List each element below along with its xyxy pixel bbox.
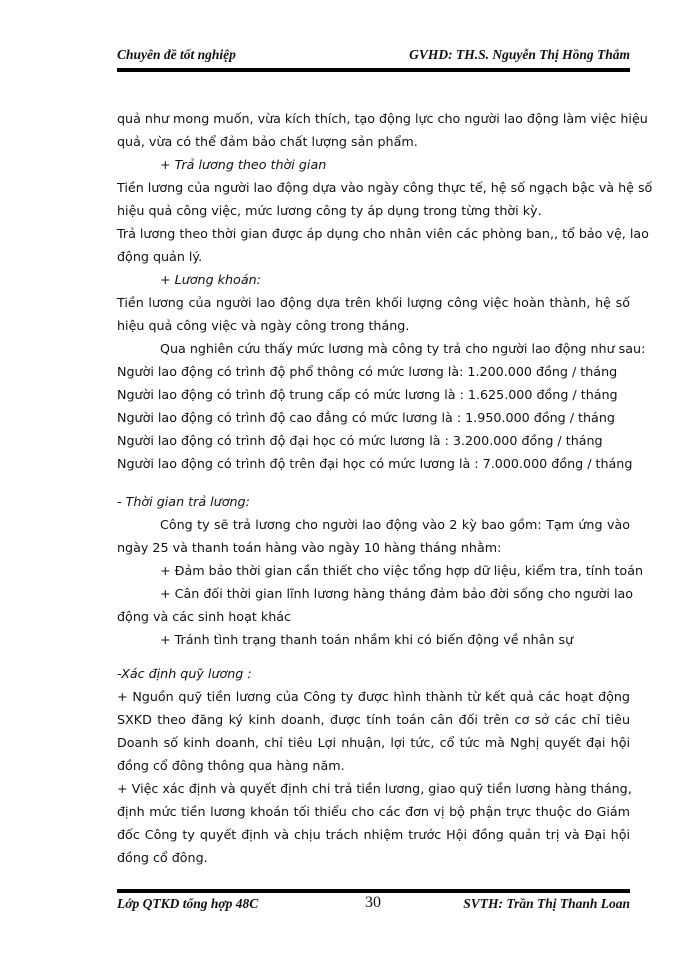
- body-line: hiệu quả công việc và ngày công trong tháng.: [117, 318, 410, 333]
- page-number: 30: [365, 894, 381, 911]
- body-line: quả, vừa có thể đảm bảo chất lượng sản phẩm.: [117, 134, 418, 149]
- body-line: hiệu quả công việc, mức lương công ty áp dụng trong từng thời kỳ.: [117, 203, 542, 218]
- header-divider: [117, 68, 630, 72]
- footer-class: Lớp QTKD tổng hợp 48C: [117, 896, 259, 911]
- salary-row: Người lao động có trình độ trên đại học có mức lương là : 7.000.000 đồng / tháng: [117, 456, 633, 471]
- body-line: quả như mong muốn, vừa kích thích, tạo động lực cho người lao động làm việc hiệu: [117, 111, 648, 126]
- salary-row: Người lao động có trình độ đại học có mức lương là : 3.200.000 đồng / tháng: [117, 433, 603, 448]
- body-line: động và các sinh hoạt khác: [117, 609, 291, 624]
- body-line: Công ty sẽ trả lương cho người lao động vào 2 kỳ bao gồm: Tạm ứng vào: [160, 517, 630, 532]
- body-line: Trả lương theo thời gian được áp dụng cho nhân viên các phòng ban,, tổ bảo vệ, lao: [117, 226, 649, 241]
- body-line: + Nguồn quỹ tiền lương của Công ty được hình thành từ kết quả các hoạt động: [117, 689, 630, 704]
- section-heading-wage-fund: -Xác định quỹ lương :: [117, 666, 252, 681]
- bullet-line: + Đảm bảo thời gian cần thiết cho việc tổng hợp dữ liệu, kiểm tra, tính toán: [160, 563, 644, 578]
- subheading-time-pay: + Trả lương theo thời gian: [160, 157, 327, 172]
- body-line: động quản lý.: [117, 249, 203, 264]
- section-heading-payment-time: - Thời gian trả lương:: [117, 494, 250, 509]
- header-advisor: GVHD: TH.S. Nguyễn Thị Hồng Thắm: [409, 47, 630, 62]
- header-title: Chuyên đề tốt nghiệp: [117, 47, 236, 62]
- body-line: đốc Công ty quyết định và chịu trách nhiệm trước Hội đồng quản trị và Đại hội: [117, 827, 630, 842]
- bullet-line: + Tránh tình trạng thanh toán nhầm khi có biến động về nhân sự: [160, 632, 574, 647]
- body-line: SXKD theo đăng ký kinh doanh, được tính toán cân đối trên cơ sở các chỉ tiêu: [117, 712, 630, 727]
- body-line: + Việc xác định và quyết định chi trả tiền lương, giao quỹ tiền lương hàng tháng,: [117, 781, 632, 796]
- body-line: ngày 25 và thanh toán hàng vào ngày 10 hàng tháng nhằm:: [117, 540, 502, 555]
- footer-divider: [117, 889, 630, 893]
- body-line: định mức tiền lương khoán tối thiểu cho các đơn vị bộ phận trực thuộc do Giám: [117, 804, 630, 819]
- body-line: đồng cổ đông thông qua hàng năm.: [117, 758, 345, 773]
- body-line: Tiền lương của người lao động dựa trên khối lượng công việc hoàn thành, hệ số: [117, 295, 630, 310]
- salary-row: Người lao động có trình độ cao đẳng có mức lương là : 1.950.000 đồng / tháng: [117, 410, 615, 425]
- bullet-line: + Cân đối thời gian lĩnh lương hàng tháng đảm bảo đời sống cho người lao: [160, 586, 634, 601]
- body-line: đồng cổ đông.: [117, 850, 208, 865]
- footer-student: SVTH: Trần Thị Thanh Loan: [463, 896, 630, 911]
- salary-row: Người lao động có trình độ phổ thông có mức lương là: 1.200.000 đồng / tháng: [117, 364, 618, 379]
- subheading-piece-pay: + Lương khoán:: [160, 272, 261, 287]
- body-line: Qua nghiên cứu thấy mức lương mà công ty trả cho người lao động như sau:: [160, 341, 646, 356]
- body-line: Tiền lương của người lao động dựa vào ngày công thực tế, hệ số ngạch bậc và hệ số: [117, 180, 653, 195]
- body-line: Doanh số kinh doanh, chỉ tiêu Lợi nhuận, lợi tức, cổ tức mà Nghị quyết đại hội: [117, 735, 630, 750]
- salary-row: Người lao động có trình độ trung cấp có mức lương là : 1.625.000 đồng / tháng: [117, 387, 618, 402]
